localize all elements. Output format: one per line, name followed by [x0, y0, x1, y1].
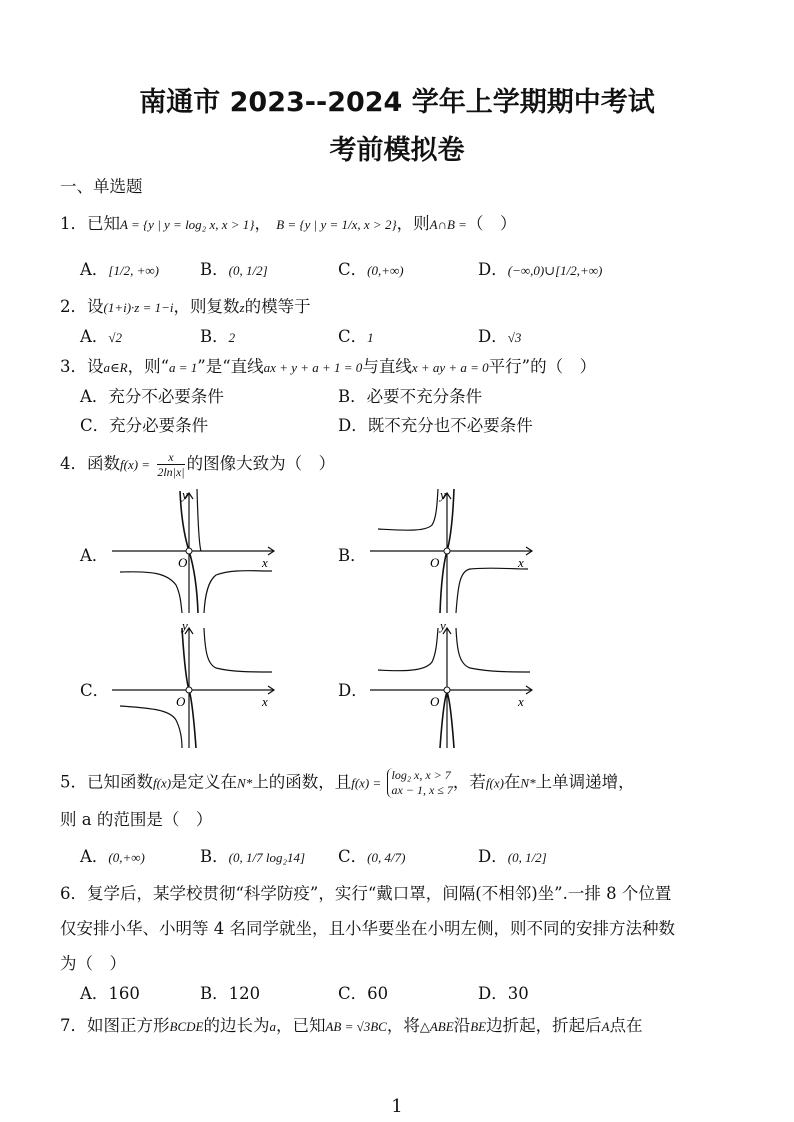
question-4: 4．函数f(x) = $\frac{x}{2\ln|x|}$ 的图像大致为（ ）	[60, 449, 336, 479]
graph-d[interactable]	[370, 620, 540, 750]
question-7: 7．如图正方形BCDE的边长为a，已知AB = √3BC，将△ABE沿BE边折起，折起后A点在	[60, 1016, 643, 1035]
question-3: 3．设a∈R，则“a = 1”是“直线ax + y + a + 1 = 0与直线x + ay + a = 0平行”的（ ）	[60, 357, 597, 376]
q6-line3: 为（ ）	[60, 954, 126, 973]
graph-c-origin: O	[176, 694, 186, 709]
graph-a-x-label: x	[262, 555, 268, 570]
graph-a[interactable]	[112, 485, 282, 615]
q1-tail: ，则	[396, 214, 430, 233]
graph-d-origin: O	[430, 694, 440, 709]
q2-option-b[interactable]: B．2	[200, 327, 236, 346]
graph-b[interactable]	[370, 485, 540, 615]
graph-c[interactable]	[112, 620, 282, 750]
exam-subtitle: 考前模拟卷	[329, 135, 465, 166]
q3-option-c[interactable]: C．充分必要条件	[80, 416, 209, 435]
exam-title: 南通市 2023--2024 学年上学期期中考试	[139, 87, 655, 118]
q2-option-a[interactable]: A．√2	[80, 327, 123, 346]
q4-option-a[interactable]: A．	[80, 546, 109, 565]
q5-option-a[interactable]: A．(0,+∞)	[80, 847, 145, 866]
question-2: 2．设(1+i)·z = 1−i，则复数z的模等于	[60, 297, 311, 316]
q5-piecewise: log₂ x, x > 7 ax − 1, x ≤ 7	[387, 768, 453, 798]
graph-b-y-label: y	[440, 487, 446, 502]
q1-option-c[interactable]: C．(0,+∞)	[338, 260, 404, 279]
graph-b-origin: O	[430, 555, 440, 570]
graph-d-x-label: x	[518, 694, 524, 709]
q5-line2: 则 a 的范围是（ ）	[60, 810, 213, 829]
graph-c-y-label: y	[182, 618, 188, 633]
q4-option-d[interactable]: D．	[338, 681, 368, 700]
q1-paren: （ ）	[466, 214, 517, 233]
q3-option-b[interactable]: B．必要不充分条件	[338, 387, 483, 406]
q1-expr: A∩B =	[429, 217, 467, 232]
q1-option-d[interactable]: D．(−∞,0)∪[1/2,+∞)	[478, 260, 603, 279]
q6-option-d[interactable]: D．30	[478, 984, 529, 1003]
section-heading: 一、单选题	[60, 177, 143, 196]
q6-option-a[interactable]: A．160	[80, 984, 140, 1003]
q6-option-b[interactable]: B．120	[200, 984, 261, 1003]
graph-d-y-label: y	[440, 618, 446, 633]
q1-sep: ，	[254, 214, 271, 233]
q4-option-b[interactable]: B．	[338, 546, 367, 565]
q6-line2: 仅安排小华、小明等 4 名同学就坐，且小华要坐在小明左侧，则不同的安排方法种数	[60, 919, 675, 938]
q1-set-b: B = {y | y = 1/x, x > 2}	[276, 217, 397, 232]
question-1	[60, 210, 516, 234]
graph-a-y-label: y	[182, 487, 188, 502]
q5-option-d[interactable]: D．(0, 1/2]	[478, 847, 547, 866]
graph-a-origin: O	[178, 555, 188, 570]
graph-c-x-label: x	[262, 694, 268, 709]
graph-b-x-label: x	[518, 555, 524, 570]
q4-fraction: $\frac{x}{2\ln|x|}$	[157, 449, 185, 479]
q6-line1: 6．复学后，某学校贯彻“科学防疫”，实行“戴口罩，间隔(不相邻)坐”.一排 8 个位置	[60, 884, 672, 903]
q1-option-b[interactable]: B．(0, 1/2]	[200, 260, 268, 279]
q1-option-a[interactable]: A．[1/2, +∞)	[80, 260, 159, 279]
q1-set-a: A = {y | y = log₂ x, x > 1}	[120, 217, 255, 232]
q4-option-c[interactable]: C．	[80, 681, 110, 700]
q5-option-b[interactable]: B．(0, 1/7 log₂14]	[200, 847, 306, 866]
page-number: 1	[391, 1096, 403, 1117]
q2-option-c[interactable]: C．1	[338, 327, 374, 346]
question-5: 5．已知函数f(x)是定义在N*上的函数，且f(x) = log₂ x, x > 7 ax − 1, x ≤ 7 ，若f(x)在N*上单调递增，	[60, 768, 635, 797]
q5-option-c[interactable]: C．(0, 4/7)	[338, 847, 406, 866]
q2-expr: (1+i)·z = 1−i	[103, 300, 174, 315]
q6-option-c[interactable]: C．60	[338, 984, 389, 1003]
q1-prefix: 1．已知	[60, 214, 120, 233]
q3-option-d[interactable]: D．既不充分也不必要条件	[338, 416, 533, 435]
q3-option-a[interactable]: A．充分不必要条件	[80, 387, 224, 406]
q2-option-d[interactable]: D．√3	[478, 327, 522, 346]
